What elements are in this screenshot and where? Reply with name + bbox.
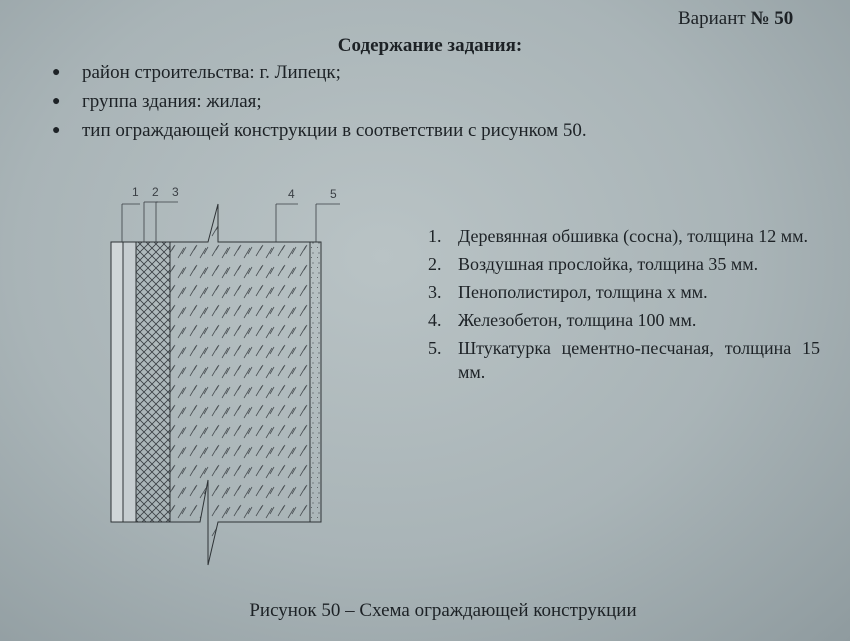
variant-number: № 50 — [750, 8, 794, 29]
legend-item — [428, 308, 820, 332]
layer-mark-5: 5 — [330, 187, 337, 201]
legend-item — [428, 224, 820, 248]
layer-wood — [111, 242, 123, 522]
task-item — [52, 116, 587, 145]
legend-item — [428, 280, 820, 304]
figure-caption: Рисунок 50 – Схема ограждающей конструкции — [249, 600, 637, 621]
layer-mark-2: 2 — [152, 185, 159, 199]
layer-mark-1: 1 — [132, 185, 139, 199]
wall-section-drawing — [100, 180, 360, 570]
layer-polystyrene — [136, 242, 170, 522]
leader-lines — [122, 202, 340, 242]
layer-plaster — [310, 242, 321, 522]
legend-number: 3. — [428, 282, 442, 302]
legend-text: Пенополистирол, толщина х мм. — [458, 282, 708, 302]
legend-number: 5. — [428, 338, 442, 358]
task-item-text: район строительства: г. Липецк; — [82, 62, 341, 83]
legend-number: 2. — [428, 254, 442, 274]
layer-mark-3: 3 — [172, 185, 179, 199]
task-list — [52, 58, 587, 145]
legend-number: 1. — [428, 226, 442, 246]
legend-item — [428, 336, 820, 384]
layer-legend — [428, 224, 820, 388]
task-item — [52, 87, 587, 116]
task-item-text: группа здания: жилая; — [82, 91, 262, 112]
bullet-icon: ● — [52, 65, 61, 80]
variant-label: Вариант — [678, 8, 746, 29]
bullet-icon: ● — [52, 94, 61, 109]
task-item — [52, 58, 587, 87]
legend-text: Штукатурка цементно-песчаная, толщина 15 мм. — [458, 338, 820, 382]
legend-number: 4. — [428, 310, 442, 330]
variant-header — [678, 8, 793, 30]
legend-text: Воздушная прослойка, толщина 35 мм. — [458, 254, 759, 274]
legend-item — [428, 252, 820, 276]
bullet-icon: ● — [52, 123, 61, 138]
task-title: Содержание задания: — [337, 35, 523, 56]
legend-text: Железобетон, толщина 100 мм. — [458, 310, 697, 330]
layer-air-gap — [123, 242, 136, 522]
layer-mark-4: 4 — [288, 187, 295, 201]
legend-text: Деревянная обшивка (сосна), толщина 12 мм. — [458, 226, 808, 246]
layer-concrete — [170, 204, 310, 565]
task-item-text: тип ограждающей конструкции в соответствии с рисунком 50. — [82, 120, 587, 141]
